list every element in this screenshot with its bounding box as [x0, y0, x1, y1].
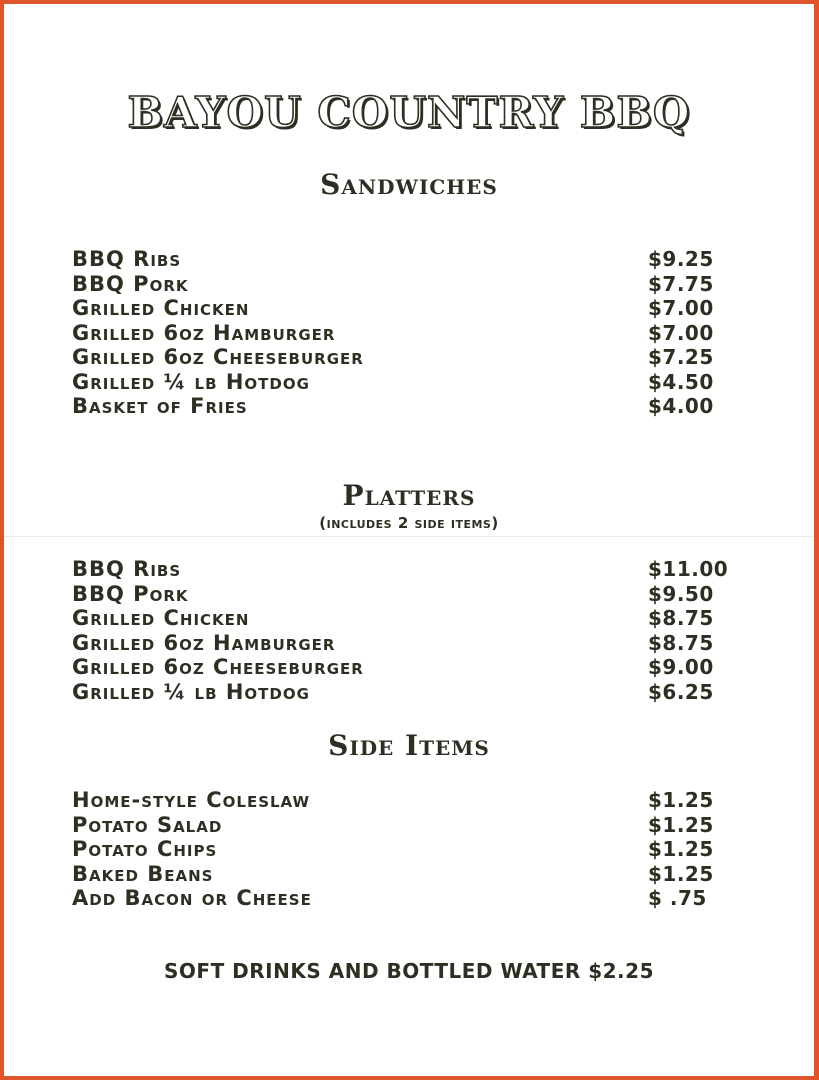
menu-item-price: $9.50 — [648, 581, 714, 606]
menu-item — [72, 788, 732, 813]
menu-item — [72, 247, 732, 272]
menu-item-price: $4.50 — [648, 369, 714, 394]
menu-item-price: $1.25 — [648, 837, 714, 861]
menu-item-name: Add Bacon or Cheese — [72, 886, 312, 910]
menu-item — [72, 582, 732, 607]
menu-item-name: Home-style Coleslaw — [72, 788, 311, 812]
menu-item — [72, 394, 732, 419]
menu-item-name: Potato Salad — [72, 812, 223, 837]
menu-item — [72, 631, 732, 656]
restaurant-title: BAYOU COUNTRY BBQ — [127, 88, 691, 137]
platters-list — [72, 557, 732, 704]
menu-item-name: BBQ Pork — [72, 271, 189, 296]
menu-item-name: Grilled 6oz Hamburger — [72, 320, 336, 345]
menu-item — [72, 886, 732, 911]
menu-item — [72, 813, 732, 838]
menu-item — [72, 680, 732, 705]
menu-item-price: $4.00 — [648, 394, 714, 418]
menu-item-name: Grilled Chicken — [72, 296, 250, 320]
menu-item — [72, 321, 732, 346]
menu-item-name: Grilled Chicken — [72, 606, 250, 630]
platters-heading: Platters — [342, 479, 476, 512]
menu-item — [72, 272, 732, 297]
menu-item-price: $ .75 — [648, 886, 707, 910]
menu-item-price: $8.75 — [648, 606, 714, 630]
menu-item — [72, 862, 732, 887]
menu-item-name: BBQ Ribs — [72, 247, 182, 271]
menu-item-price: $9.00 — [648, 655, 714, 679]
menu-item-name: Potato Chips — [72, 837, 218, 861]
menu-item-price: $8.75 — [648, 630, 714, 655]
menu-item-name: Grilled 6oz Cheeseburger — [72, 345, 364, 369]
menu-item-price: $7.00 — [648, 296, 714, 320]
paper-fold-line — [4, 536, 814, 537]
menu-item — [72, 655, 732, 680]
menu-item — [72, 606, 732, 631]
menu-item-price: $1.25 — [648, 788, 714, 812]
menu-item-name: Baked Beans — [72, 861, 214, 886]
menu-item — [72, 345, 732, 370]
menu-item-name: BBQ Ribs — [72, 557, 182, 581]
menu-item-price: $7.25 — [648, 345, 714, 369]
menu-item-name: Grilled 6oz Hamburger — [72, 630, 336, 655]
sandwiches-list — [72, 247, 732, 419]
menu-item-price: $6.25 — [648, 679, 714, 704]
menu-item-name: Grilled 6oz Cheeseburger — [72, 655, 364, 679]
menu-item-price: $7.00 — [648, 320, 714, 345]
menu-item — [72, 296, 732, 321]
menu-item-price: $9.25 — [648, 247, 714, 271]
drinks-line: SOFT DRINKS AND BOTTLED WATER $2.25 — [164, 959, 654, 983]
menu-item-price: $11.00 — [648, 557, 729, 581]
menu-item-name: BBQ Pork — [72, 581, 189, 606]
menu-item-price: $7.75 — [648, 271, 714, 296]
menu-item — [72, 837, 732, 862]
menu-item — [72, 370, 732, 395]
platters-note: (includes 2 side items) — [319, 514, 499, 532]
menu-item-price: $1.25 — [648, 861, 714, 886]
menu-item-name: Grilled ¼ lb Hotdog — [72, 679, 310, 704]
menu-item — [72, 557, 732, 582]
side-items-heading: Side Items — [328, 729, 490, 762]
sandwiches-heading: Sandwiches — [320, 168, 498, 201]
side-items-list — [72, 788, 732, 911]
menu-item-price: $1.25 — [648, 812, 714, 837]
menu-item-name: Basket of Fries — [72, 394, 248, 418]
menu-item-name: Grilled ¼ lb Hotdog — [72, 369, 310, 394]
